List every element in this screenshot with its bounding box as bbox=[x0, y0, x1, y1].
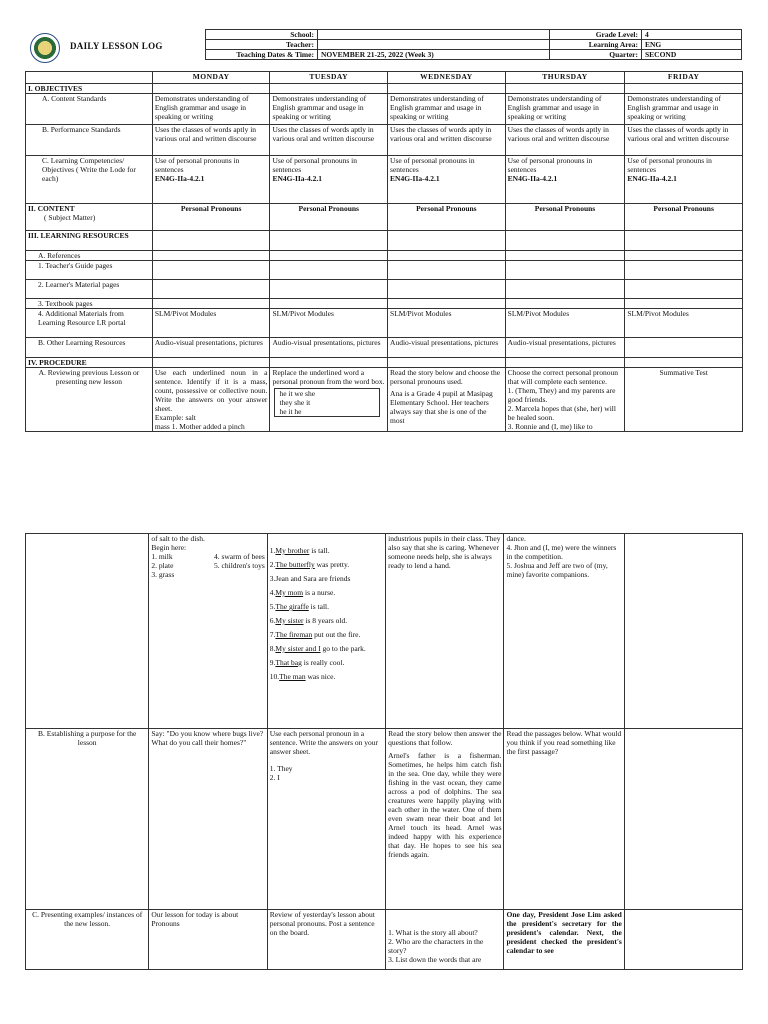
other-tue: Audio-visual presentations, pictures bbox=[270, 338, 388, 358]
other-mon: Audio-visual presentations, pictures bbox=[152, 338, 270, 358]
references-label: A. References bbox=[26, 251, 153, 261]
comp-tue: Use of personal pronouns in sentences EN4G-IIa-4.2.1 bbox=[270, 156, 388, 204]
sentence-item: 9.That bag is really cool. bbox=[269, 658, 345, 667]
content-wed: Personal Pronouns bbox=[388, 204, 506, 231]
underlined-sentences bbox=[270, 546, 383, 681]
presenting-label: C. Presenting examples/ instances of the new lesson. bbox=[26, 910, 149, 970]
present-tue: Review of yesterday's lesson about personal pronouns. Post a sentence on the board. bbox=[267, 910, 385, 970]
additional-materials-label: 4. Additional Materials from Learning Resource LR portal bbox=[26, 309, 153, 338]
add-fri: SLM/Pivot Modules bbox=[625, 309, 743, 338]
review-fri: Summative Test bbox=[625, 368, 743, 432]
cont-fri bbox=[624, 534, 742, 729]
purpose-thu: Read the passages below. What would you think if you read something like the first passage? bbox=[504, 729, 624, 910]
continued-label bbox=[26, 534, 149, 729]
day-monday: MONDAY bbox=[152, 72, 270, 84]
present-thu: One day, President Jose Lim asked the president's secretary for the president's calendar. Next, the president checked the president's calendar to see bbox=[504, 910, 624, 970]
header-table bbox=[205, 29, 742, 60]
sentence-item: 7.The fireman put out the fire. bbox=[269, 630, 361, 639]
objectives-heading: I. OBJECTIVES bbox=[26, 84, 153, 94]
teacher-value bbox=[318, 40, 550, 50]
day-wednesday: WEDNESDAY bbox=[388, 72, 506, 84]
review-wed: Read the story below and choose the personal pronouns used. Ana is a Grade 4 pupil at Masipag Elementary School. Her teachers always say that she is one of the most bbox=[388, 368, 506, 432]
textbook-label: 3. Textbook pages bbox=[26, 299, 153, 309]
content-thu: Personal Pronouns bbox=[505, 204, 625, 231]
sentence-item: 8.My sister and I go to the park. bbox=[269, 644, 366, 653]
present-mon: Our lesson for today is about Pronouns bbox=[149, 910, 267, 970]
area-label: Learning Area: bbox=[550, 40, 642, 50]
content-std-thu: Demonstrates understanding of English grammar and usage in speaking or writing bbox=[505, 94, 625, 125]
comp-fri: Use of personal pronouns in sentences EN4G-IIa-4.2.1 bbox=[625, 156, 743, 204]
resources-heading: III. LEARNING RESOURCES bbox=[26, 231, 153, 251]
other-resources-label: B. Other Learning Resources bbox=[26, 338, 153, 358]
sentence-item: 5.The giraffe is tall. bbox=[269, 602, 330, 611]
school-label: School: bbox=[206, 30, 318, 40]
quarter-label: Quarter: bbox=[550, 50, 642, 60]
day-tuesday: TUESDAY bbox=[270, 72, 388, 84]
pronoun-word-box: he it we she they she it he it he bbox=[274, 388, 380, 417]
content-label: II. CONTENT ( Subject Matter) bbox=[26, 204, 153, 231]
purpose-mon: Say: "Do you know where bugs live? What do you call their homes?" bbox=[149, 729, 267, 910]
competencies-label: C. Learning Competencies/ Objectives ( Write the Lode for each) bbox=[26, 156, 153, 204]
perf-std-tue: Uses the classes of words aptly in various oral and written discourse bbox=[270, 125, 388, 156]
content-std-wed: Demonstrates understanding of English grammar and usage in speaking or writing bbox=[388, 94, 506, 125]
comp-mon: Use of personal pronouns in sentences EN4G-IIa-4.2.1 bbox=[152, 156, 270, 204]
content-mon: Personal Pronouns bbox=[152, 204, 270, 231]
add-tue: SLM/Pivot Modules bbox=[270, 309, 388, 338]
sentence-item: 4.My mom is a nurse. bbox=[269, 588, 336, 597]
review-tue: Replace the underlined word a personal pronoun from the word box. he it we she they she it he it he bbox=[270, 368, 388, 432]
day-friday: FRIDAY bbox=[625, 72, 743, 84]
comp-thu: Use of personal pronouns in sentences EN4G-IIa-4.2.1 bbox=[505, 156, 625, 204]
day-thursday: THURSDAY bbox=[505, 72, 625, 84]
school-value bbox=[318, 30, 550, 40]
cont-tue bbox=[267, 534, 385, 729]
perf-std-mon: Uses the classes of words aptly in various oral and written discourse bbox=[152, 125, 270, 156]
content-std-mon: Demonstrates understanding of English grammar and usage in speaking or writing bbox=[152, 94, 270, 125]
teacher-label: Teacher: bbox=[206, 40, 318, 50]
sentence-item: 3.Jean and Sara are friends bbox=[269, 574, 351, 583]
review-mon: Use each underlined noun in a sentence. Identify if it is a mass, count, possessive or collective noun. Write the answers on your answer sheet. Example: salt mass 1. Mother added a pinch bbox=[152, 368, 270, 432]
add-thu: SLM/Pivot Modules bbox=[505, 309, 625, 338]
cont-thu: dance. 4. Jhon and (I, me) were the winners in the competition. 5. Joshua and Jeff are two of (my, mine) favorite companions. bbox=[504, 534, 624, 729]
add-wed: SLM/Pivot Modules bbox=[388, 309, 506, 338]
sentence-item: 1.My brother is tall. bbox=[269, 546, 330, 555]
sentence-item: 6.My sister is 8 years old. bbox=[269, 616, 348, 625]
purpose-label: B. Establishing a purpose for the lesson bbox=[26, 729, 149, 910]
content-tue: Personal Pronouns bbox=[270, 204, 388, 231]
document-title: DAILY LESSON LOG bbox=[70, 41, 163, 51]
cont-mon: of salt to the dish. Begin here: 1. milk 4. swarm of bees 2. plate 5. children's toys 3. grass bbox=[149, 534, 267, 729]
comp-wed: Use of personal pronouns in sentences EN4G-IIa-4.2.1 bbox=[388, 156, 506, 204]
deped-seal-icon bbox=[30, 33, 60, 63]
dates-value: NOVEMBER 21-25, 2022 (Week 3) bbox=[318, 50, 550, 60]
content-fri: Personal Pronouns bbox=[625, 204, 743, 231]
sentence-item: 2.The butterfly was pretty. bbox=[269, 560, 350, 569]
sentence-item: 10.The man was nice. bbox=[269, 672, 336, 681]
perf-std-thu: Uses the classes of words aptly in various oral and written discourse bbox=[505, 125, 625, 156]
content-standards-label: A. Content Standards bbox=[26, 94, 153, 125]
present-wed: 1. What is the story all about? 2. Who are the characters in the story? 3. List down the words that are bbox=[386, 910, 504, 970]
cont-wed: industrious pupils in their class. They also say that she is caring. Whenever someone needs help, she is always ready to lend a hand. bbox=[386, 534, 504, 729]
quarter-value: SECOND bbox=[642, 50, 742, 60]
grade-value: 4 bbox=[642, 30, 742, 40]
perf-std-wed: Uses the classes of words aptly in various oral and written discourse bbox=[388, 125, 506, 156]
procedure-heading: IV. PROCEDURE bbox=[26, 358, 153, 368]
dates-label: Teaching Dates & Time: bbox=[206, 50, 318, 60]
review-thu: Choose the correct personal pronoun that will complete each sentence. 1. (Them, They) and my parents are good friends. 2. Marcela hopes that (she, her) will be healed soon. 3. Ronnie and (I, me) like to bbox=[505, 368, 625, 432]
corner-cell bbox=[26, 72, 153, 84]
lesson-table-page1 bbox=[25, 71, 743, 432]
learners-material-label: 2. Learner's Material pages bbox=[26, 280, 153, 299]
content-std-fri: Demonstrates understanding of English grammar and usage in speaking or writing bbox=[625, 94, 743, 125]
purpose-tue: Use each personal pronoun in a sentence. Write the answers on your answer sheet. 1. They 2. I bbox=[267, 729, 385, 910]
performance-standards-label: B. Performance Standards bbox=[26, 125, 153, 156]
add-mon: SLM/Pivot Modules bbox=[152, 309, 270, 338]
teachers-guide-label: 1. Teacher's Guide pages bbox=[26, 261, 153, 280]
review-label: A. Reviewing previous Lesson or presenting new lesson bbox=[26, 368, 153, 432]
lesson-table-page2 bbox=[25, 533, 743, 970]
grade-label: Grade Level: bbox=[550, 30, 642, 40]
area-value: ENG bbox=[642, 40, 742, 50]
content-std-tue: Demonstrates understanding of English grammar and usage in speaking or writing bbox=[270, 94, 388, 125]
other-wed: Audio-visual presentations, pictures bbox=[388, 338, 506, 358]
purpose-wed: Read the story below then answer the questions that follow. Arnel's father is a fisherman. Sometimes, he helps him catch fish in the sea. One day, while they were fishing in the vast ocean, they came across a pod of dolphins. The sea creatures were happily playing with each other in the water. One of them even swam near their boat and let Arnel touch its head. Arnel was indeed happy with his experience that day. He hopes to see his sea friends again. bbox=[386, 729, 504, 910]
perf-std-fri: Uses the classes of words aptly in various oral and written discourse bbox=[625, 125, 743, 156]
other-thu: Audio-visual presentations, pictures bbox=[505, 338, 625, 358]
